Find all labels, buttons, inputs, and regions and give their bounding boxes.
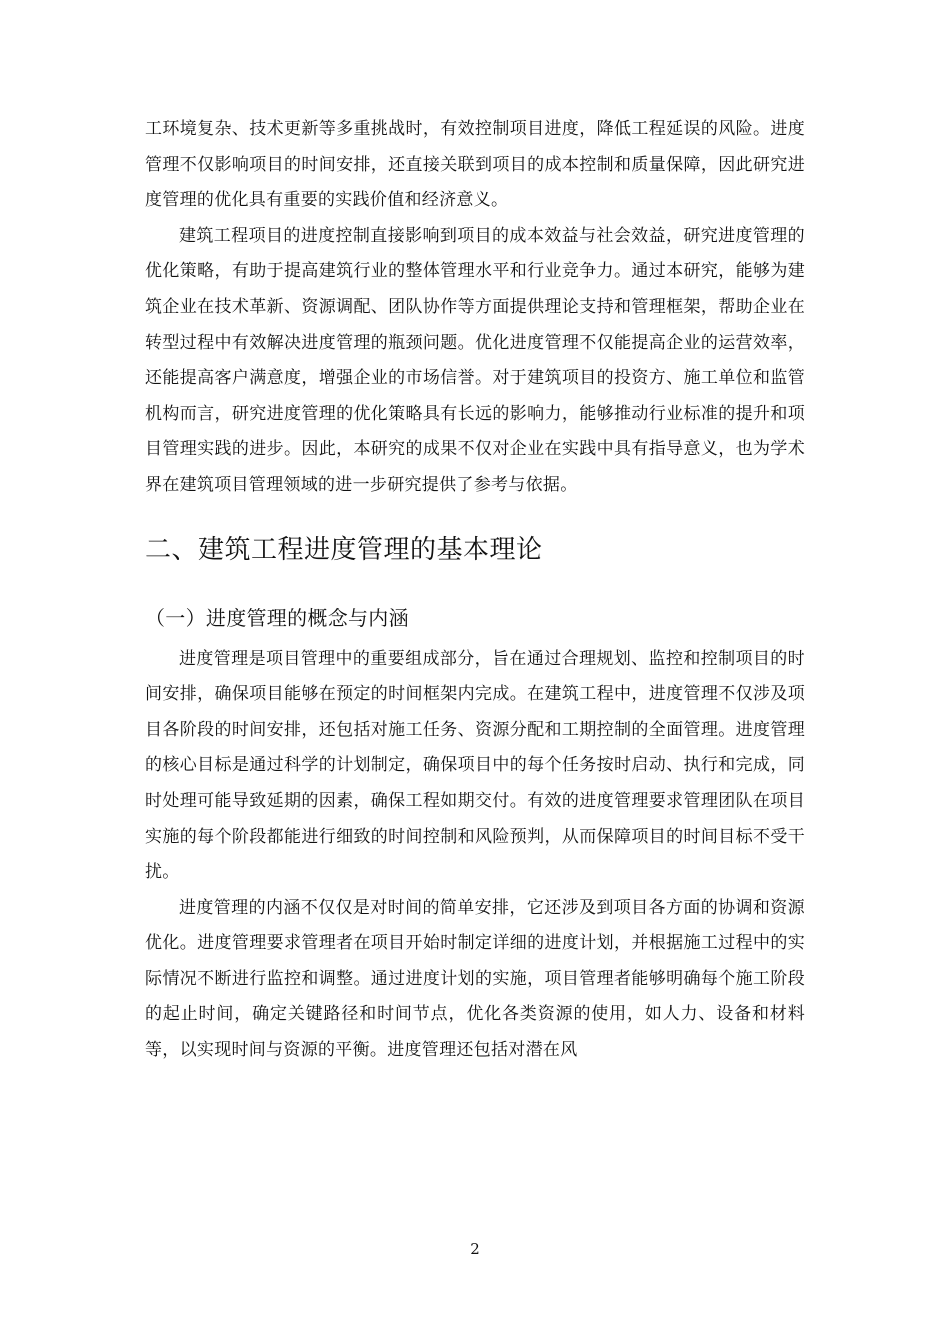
paragraph-research-significance: 建筑工程项目的进度控制直接影响到项目的成本效益与社会效益，研究进度管理的优化策略，有助于提高建筑行业的整体管理水平和行业竞争力。通过本研究，能够为建筑企业在技术革新、资源调配、团队协作等方面提供理论支持和管理框架，帮助企业在转型过程中有效解决进度管理的瓶颈问题。优化进度管理不仅能提高企业的运营效率，还能提高客户满意度，增强企业的市场信誉。对于建筑项目的投资方、施工单位和监管机构而言，研究进度管理的优化策略具有长远的影响力，能够推动行业标准的提升和项目管理实践的进步。因此，本研究的成果不仅对企业在实践中具有指导意义，也为学术界在建筑项目管理领域的进一步研究提供了参考与依据。 — [145, 225, 805, 495]
section-heading: （一）进度管理的概念与内涵 — [145, 605, 409, 630]
chapter-heading: 二、建筑工程进度管理的基本理论 — [145, 534, 543, 565]
page-number: 2 — [470, 1240, 480, 1258]
paragraph-continuation: 工环境复杂、技术更新等多重挑战时，有效控制项目进度，降低工程延误的风险。进度管理不仅影响项目的时间安排，还直接关联到项目的成本控制和质量保障，因此研究进度管理的优化具有重要的实践价值和经济意义。 — [145, 119, 805, 211]
paragraph-concept: 进度管理是项目管理中的重要组成部分，旨在通过合理规划、监控和控制项目的时间安排，确保项目能够在预定的时间框架内完成。在建筑工程中，进度管理不仅涉及项目各阶段的时间安排，还包括对施工任务、资源分配和工期控制的全面管理。进度管理的核心目标是通过科学的计划制定，确保项目中的每个任务按时启动、执行和完成，同时处理可能导致延期的因素，确保工程如期交付。有效的进度管理要求管理团队在项目实施的每个阶段都能进行细致的时间控制和风险预判，从而保障项目的时间目标不受干扰。 — [145, 648, 805, 883]
page-content — [145, 112, 805, 1069]
paragraph-connotation: 进度管理的内涵不仅仅是对时间的简单安排，它还涉及到项目各方面的协调和资源优化。进度管理要求管理者在项目开始时制定详细的进度计划，并根据施工过程中的实际情况不断进行监控和调整。通过进度计划的实施，项目管理者能够明确每个施工阶段的起止时间，确定关键路径和时间节点，优化各类资源的使用，如人力、设备和材料等，以实现时间与资源的平衡。进度管理还包括对潜在风 — [145, 897, 805, 1061]
